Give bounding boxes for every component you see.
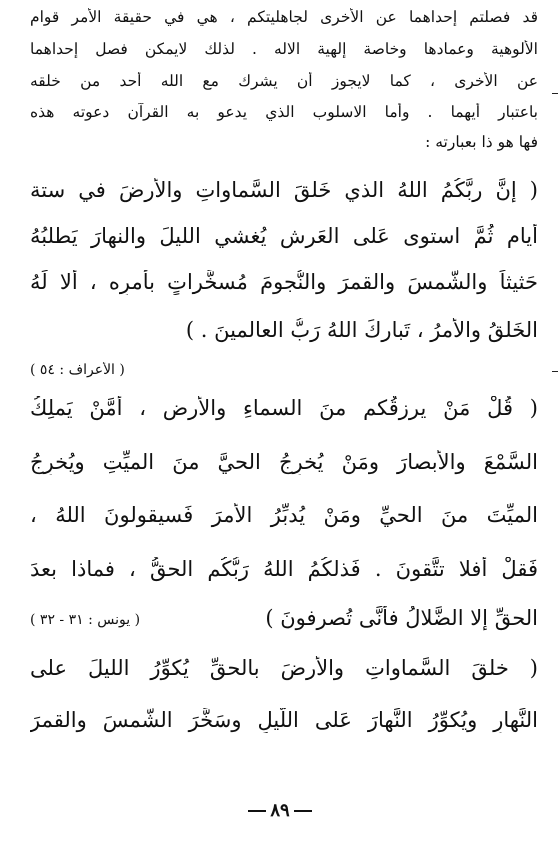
verse-line: الحقِّ إلا الضَّلالُ فأنَّى تُصرفونَ ) — [265, 606, 538, 630]
verse-reference: ( يونس : ٣١ - ٣٢ ) — [30, 612, 141, 628]
verse-reference: ( الأعراف : ٥٤ ) — [30, 362, 125, 378]
page-number-dash — [248, 810, 266, 812]
verse-line: السَّمْعَ والأبصارَ ومَنْ يُخرِجُ الحيَّ منَ الميِّتِ ويُخرِجُ — [30, 450, 538, 474]
prose-line: باعتبار أيهما . وأما الاسلوب الذي يدعو به القرآن دعوته هذه — [30, 103, 538, 121]
verse-line-with-reference — [30, 606, 538, 631]
verse-line: أيامٍ ثُمَّ استوى عَلى العَرشِ يُغشي الليلَ والنهارَ يَطلبُهُ — [30, 224, 538, 248]
verse-line: النَّهارِ ويُكوِّرُ النَّهارَ عَلى اللَّيلِ وسَخَّرَ الشَّمسَ والقمرَ — [30, 708, 538, 732]
verse-line: الميِّتَ منَ الحيِّ ومَنْ يُدبِّرُ الأمرَ فَسيقولونَ اللهُ ، — [30, 503, 538, 527]
prose-line: الألوهية وعمادها وخاصة إلهية الاله . لذلك لايمكن فصل إحداهما — [30, 40, 538, 58]
page-number-value: ٨٩ — [270, 800, 290, 821]
page-number — [0, 800, 560, 821]
margin-mark — [552, 371, 558, 372]
verse-line: ( قُلْ مَنْ يرزقُكم منَ السماءِ والأرضِ ، أمَّنْ يَملِكُ — [30, 396, 538, 420]
verse-line: ( خلقَ السَّماواتِ والأرضَ بالحقِّ يُكوِّرُ الليلَ على — [30, 656, 538, 680]
prose-line: فها هو ذا بعبارته : — [425, 133, 538, 151]
page-number-dash — [294, 810, 312, 812]
prose-line: عن الأخرى ، كما لايجوز أن يشرك مع الله أحد من خلقه — [30, 72, 538, 90]
verse-line: حَثيثاً والشَّمسَ والقمرَ والنُّجومَ مُسخَّراتٍ بأمرِه ، ألا لَهُ — [30, 270, 538, 294]
prose-line: قد فصلتم إحداهما عن الأخرى لجاهليتكم ، هي في حقيقة الأمر قوام — [30, 8, 538, 26]
verse-line: ( إنَّ ربَّكُمُ اللهُ الذي خَلقَ السَّماواتِ والأرضَ في ستة — [30, 178, 538, 202]
margin-mark — [552, 93, 558, 94]
verse-line: فَقلْ أفلا تتَّقونَ . فَذلكُمُ اللهُ رَبُّكُم الحقُّ ، فماذا بعدَ — [30, 557, 538, 581]
verse-line: الخَلقُ والأمرُ ، تَباركَ اللهُ رَبُّ العالمينَ . ) — [185, 318, 538, 342]
